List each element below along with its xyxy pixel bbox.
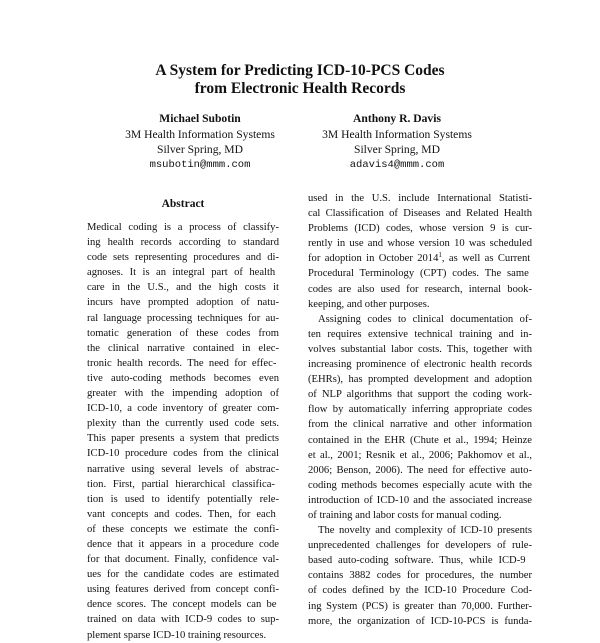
paper-title: [0, 62, 600, 98]
text-line: 2006; Benson, 2006). The need for effective auto-: [308, 464, 532, 476]
text-line: agnoses. It is an integral part of health: [87, 267, 276, 279]
text-line: dence that it appears in a procedure code: [87, 538, 279, 550]
text-line: coding methods becomes especially acute with the: [308, 479, 532, 491]
text-line: dence scores. The concept models can be: [87, 599, 277, 611]
text-line: ral language processing techniques for au-: [87, 312, 279, 324]
text-line: narrative using several levels of abstrac-: [87, 463, 279, 475]
text-line: contains 3882 codes for procedures, the number: [308, 570, 532, 582]
footnote-mark: 1: [438, 251, 442, 260]
text-line: for adoption in October 2014$^1$, as well as Current: [308, 251, 531, 265]
text-line: flow by automatically inferring appropriate codes: [308, 404, 532, 416]
text-line: for that document. Finally, confidence val-: [87, 554, 279, 566]
author-affiliation: 3M Health Information Systems: [125, 127, 275, 141]
text-line: et al., 2001; Resnik et al., 2006; Pakhomov et al.,: [308, 449, 532, 461]
text-line: care in the U.S., and the high costs it: [87, 282, 279, 294]
text-line: of NLP algorithms that support the coding work-: [308, 389, 532, 401]
text-line: Procedural Terminology (CPT) codes. The same: [308, 268, 529, 280]
author-location: Silver Spring, MD: [157, 143, 243, 156]
text-line: ten requires extensive technical training and in-: [308, 328, 532, 340]
text-line: increasing prominence of electronic health records: [308, 359, 532, 371]
text-line: ing health records according to standard: [87, 237, 279, 249]
text-line: of training and labor costs for manual coding.: [308, 509, 502, 521]
text-line: Assigning codes to clinical documentation of-: [318, 313, 532, 325]
text-line: code sets representing procedures and di-: [87, 252, 279, 264]
text-line: using features derived from concept confi-: [87, 584, 279, 596]
text-line: from the clinical narrative and other information: [308, 419, 532, 431]
text-line: tomatic generation of these codes from: [87, 327, 279, 339]
author-email: msubotin@mmm.com: [149, 158, 251, 171]
author-block-2: [277, 111, 517, 173]
title-line-2: from Electronic Health Records: [194, 80, 406, 97]
text-line: (EHRs), has prompted development and adoption: [308, 374, 532, 386]
text-line: plexity than the currently used code sets.: [87, 418, 279, 430]
text-line: plement sparse ICD-10 training resources.: [87, 629, 267, 641]
abstract-heading: Abstract: [161, 198, 205, 210]
introduction-text: [308, 191, 532, 629]
text-line: The novelty and complexity of ICD-10 presents: [318, 525, 532, 537]
text-line: tion. First, partial hierarchical classifica-: [87, 478, 275, 490]
text-line: greater with the impending adoption of: [87, 388, 279, 400]
text-line: tronic health records. The need for effec-: [87, 357, 277, 369]
text-line: trained on data with ICD-9 codes to sup-: [87, 614, 279, 626]
author-affiliation: 3M Health Information Systems: [322, 127, 472, 141]
text-line: of these concepts we estimate the confi-: [87, 523, 279, 535]
text-line: Medical coding is a process of classify-: [87, 222, 279, 233]
author-email: adavis4@mmm.com: [349, 158, 445, 171]
text-line: vant concepts and codes. Then, for each: [87, 508, 276, 520]
text-line: cal Classification of Diseases and Related Health: [308, 208, 532, 220]
text-line: tion is used to identify potentially rele-: [87, 493, 279, 505]
text-line: based auto-coding software. Thus, while ICD-9: [308, 555, 526, 567]
text-line: the clinical narrative contained in elec-: [87, 342, 279, 354]
text-line: Problems (ICD) codes, whose version 9 is cur-: [308, 223, 532, 235]
text-line: introduction of ICD-10 and the associated increase: [308, 494, 532, 506]
text-line: used in the U.S. include International Statisti-: [308, 193, 532, 204]
text-line: ues for the candidate codes are estimated: [87, 569, 279, 581]
abstract-text: [87, 220, 279, 643]
text-line: This paper presents a system that predicts: [87, 433, 279, 445]
text-line: of codes defined by the ICD-10 Procedure Cod-: [308, 585, 532, 597]
text-line: rently in use and whose version 10 was scheduled: [308, 238, 532, 250]
text-line: contained in the EHR (Chute et al., 1994; Heinze: [308, 434, 532, 446]
author-location: Silver Spring, MD: [354, 143, 440, 156]
author-name: Michael Subotin: [159, 112, 241, 125]
text-line: keeping, and other purposes.: [308, 298, 430, 310]
text-line: ICD-10, a code inventory of greater com-: [87, 403, 279, 415]
text-line: ICD-10 procedure codes from the clinical: [87, 448, 279, 460]
text-line: incurs have prompted adoption of natu-: [87, 297, 279, 309]
text-line: ing System (PCS) is greater than 70,000. Further-: [308, 600, 532, 612]
text-line: tive auto-coding methods becomes even: [87, 372, 279, 384]
author-name: Anthony R. Davis: [353, 112, 441, 125]
text-line: more, the organization of ICD-10-PCS is funda-: [308, 615, 532, 627]
text-line: volves substantial labor costs. This, together with: [308, 343, 532, 355]
text-line: unprecedented challenges for developers of rule-: [308, 540, 532, 552]
text-line: codes are also used for research, internal book-: [308, 283, 532, 295]
title-line-1: A System for Predicting ICD-10-PCS Codes: [155, 62, 445, 79]
